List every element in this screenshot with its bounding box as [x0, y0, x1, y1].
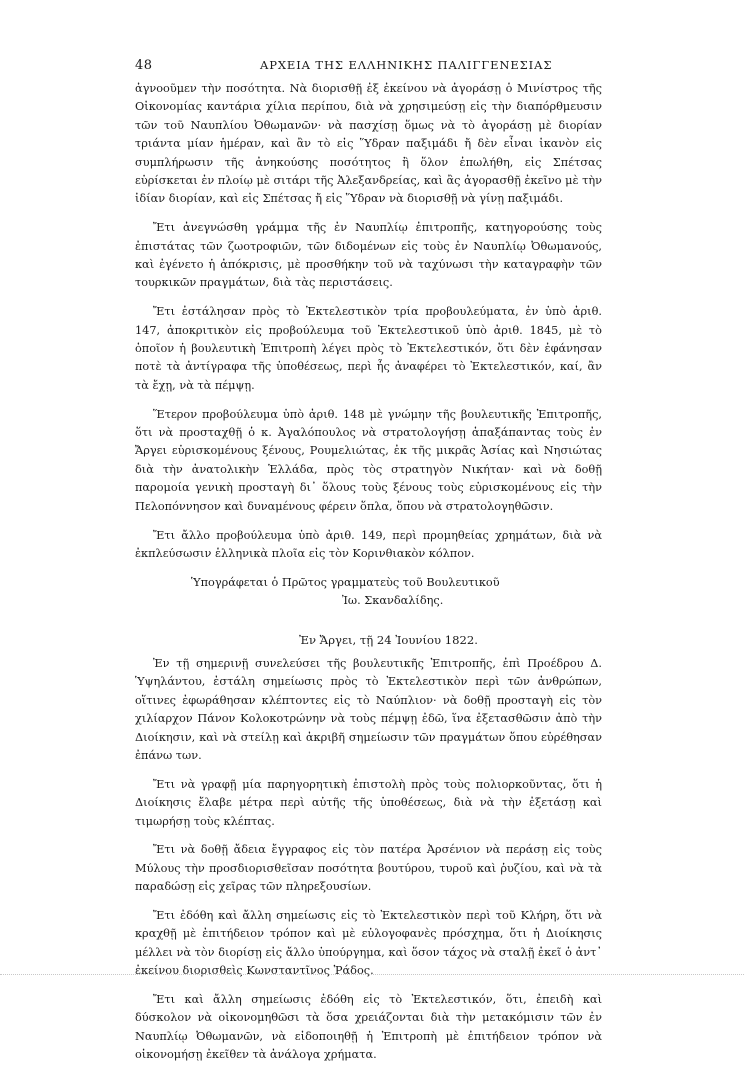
- paragraph: Ἔτι ἀνεγνώσθη γράμμα τῆς ἐν Ναυπλίῳ ἐπιτροπῆς, κατηγορούσης τοὺς ἐπιστάτας τῶν ζωοτροφιῶν, τῶν διδομένων εἰς τοὺς ἐν Ναυπλίῳ Ὀθωμανούς, καὶ ἐγένετο ἡ ἀπόκρισις, μὲ προσθήκην τοῦ νὰ ταχύνωσι τὴν καταγραφὴν τῶν τουρκικῶν πραγμάτων, διὰ τὰς περιστάσεις.: [135, 221, 602, 290]
- paragraph: ἀγνοοῦμεν τὴν ποσότητα. Νὰ διορισθῇ ἐξ ἐκείνου νὰ ἀγοράσῃ ὁ Μινίστρος τῆς Οἰκονομίας καντάρια χίλια περίπου, διὰ νὰ χρησιμεύσῃ εἰς τὴν διαπόρθμευσιν τῶν τοῦ Ναυπλίου Ὀθωμανῶν· νὰ πασχίσῃ ὅμως νὰ τὸ ἀγοράσῃ μὲ διορίαν τριάντα μίαν ἡμέραν, καὶ ἂν τὸ εἰς Ὕδραν παξιμάδι ἤ δὲν εἶναι ἱκανὸν εἰς συμπλήρωσιν τῆς ἀνηκούσης ποσότητος ἢ ὅλον ἐπωλήθη, εἰς Σπέτσας εὑρίσκεται ἐν πλοίῳ μὲ σιτάρι τῆς Ἀλεξανδρείας, καὶ ἂς ἀγορασθῇ ἐκεῖνο μὲ τὴν ἰδίαν διορίαν, καὶ εἰς Σπέτσας ἤ εἰς Ὕδραν νὰ διορισθῇ νὰ γίνῃ παξιμάδι.: [135, 82, 602, 206]
- paragraph: Ἔτι νὰ δοθῇ ἄδεια ἔγγραφος εἰς τὸν πατέρα Ἀρσένιον νὰ περάσῃ εἰς τοὺς Μύλους τὴν προσδιορισθεῖσαν ποσότητα βουτύρου, τυροῦ καὶ ῥυζίου, καὶ νὰ τὰ παραδώσῃ εἰς χεῖρας τῶν πληρεξουσίων.: [135, 843, 602, 894]
- paragraph: Ἕτερον προβούλευμα ὑπὸ ἀριθ. 148 μὲ γνώμην τῆς βουλευτικῆς Ἐπιτροπῆς, ὅτι νὰ προσταχθῇ ὁ κ. Ἀγαλόπουλος νὰ στρατολογήσῃ ἁπαξάπαντας τοὺς ἐν Ἄργει εὑρισκομένους ξένους, Ρουμελιώτας, ἐκ τῆς μικρᾶς Ἀσίας καὶ Νησιώτας διὰ τὴν ἀνατολικὴν Ἑλλάδα, πρὸς τὸς στρατηγὸν Νικήταν· καὶ νὰ δοθῇ παρομοία γενικὴ προσταγὴ δι᾽ ὅλους τοὺς ξένους τοὺς εὑρισκομένους εἰς τὴν Πελοπόννησον καὶ δυναμένους φέρειν ὅπλα, ὅπου νὰ στρατολογηθῶσιν.: [135, 407, 602, 513]
- dateline: Ἐν Ἄργει, τῇ 24 Ἰουνίου 1822.: [299, 632, 478, 647]
- paragraph: Ἔτι καὶ ἄλλη σημείωσις ἐδόθη εἰς τὸ Ἐκτελεστικόν, ὅτι, ἐπειδὴ καὶ δύσκολον νὰ οἰκονομηθῶσι τὰ ὅσα χρειάζονται διὰ τὴν μετακόμισιν τῶν ἐν Ναυπλίῳ Ὀθωμανῶν, νὰ εἰδοποιηθῇ ἡ Ἐπιτροπὴ μὲ ἐπιτήδειον τρόπον νὰ οἰκονομήσῃ ἐκεῖθεν τὰ ἀνάλογα χρήματα.: [135, 992, 602, 1062]
- paragraph: Ἔτι ἐδόθη καὶ ἄλλη σημείωσις εἰς τὸ Ἐκτελεστικὸν περὶ τοῦ Κλήρη, ὅτι νὰ κραχθῇ μὲ ἐπιτήδειον τρόπον καὶ μὲ εὐλογοφανὲς πρόσχημα, ὅτι ἡ Διοίκησις μέλλει νὰ τὸν διορίσῃ εἰς ἄλλο ὑπούργημα, καὶ ὅσον τάχος νὰ σταλῇ ἐκεῖ ὁ ἀντ᾽ ἐκείνου διορισθεὶς Κωνσταντῖνος Ῥάδος.: [135, 908, 602, 978]
- paragraph: Ἔτι ἐστάλησαν πρὸς τὸ Ἐκτελεστικὸν τρία προβουλεύματα, ἐν ὑπὸ ἀριθ. 147, ἀποκριτικὸν εἰς προβούλευμα τοῦ Ἐκτελεστικοῦ ὑπὸ ἀριθ. 1845, μὲ τὸ ὁποῖον ἡ βουλευτικὴ Ἐπιτροπὴ λέγει πρὸς τὸ Ἐκτελεστικόν, ὅτι δὲν ἐφάνησαν ποτὲ τὰ ἀντίγραφα τῆς ὑποθέσεως, περὶ ἧς ἀναφέρει τὸ Ἐκτελεστικόν, καί, ἂν τὰ ἔχῃ, νὰ τὰ πέμψῃ.: [135, 305, 602, 392]
- running-title: ΑΡΧΕΙΑ ΤΗΣ ΕΛΛΗΝΙΚΗΣ ΠΑΛΙΓΓΕΝΕΣΙΑΣ: [260, 58, 553, 72]
- signature-block: [135, 574, 602, 611]
- signature-line: Ὑπογράφεται ὁ Πρῶτος γραμματεὺς τοῦ Βουλευτικοῦ: [191, 575, 500, 589]
- page-number: 48: [135, 58, 153, 73]
- signature-name: Ἰω. Σκανδαλίδης.: [342, 594, 444, 608]
- paragraph: Ἐν τῇ σημερινῇ συνελεύσει τῆς βουλευτικῆς Ἐπιτροπῆς, ἐπὶ Προέδρου Δ. Ὑψηλάντου, ἐστάλη σημείωσις πρὸς τὸ Ἐκτελεστικὸν περὶ τῶν ἀνθρώπων, οἵτινες ἐφωράθησαν κλέπτοντες εἰς τὸ Ναύπλιον· νὰ δοθῇ προσταγὴ εἰς τὸν χιλίαρχον Πάνον Κολοκοτρώνην νὰ τοὺς πέμψῃ ἐδῶ, ἵνα ἐξετασθῶσιν ἀπὸ τὴν Διοίκησιν, καὶ νὰ στείλῃ καὶ ἀκριβῆ σημείωσιν τῶν πραγμάτων ὅπου εὑρέθησαν ἐπάνω των.: [135, 656, 602, 762]
- footer-divider: [0, 974, 744, 975]
- paragraph: Ἔτι νὰ γραφῇ μία παρηγορητικὴ ἐπιστολὴ πρὸς τοὺς πολιορκοῦντας, ὅτι ἡ Διοίκησις ἔλαβε μέτρα περὶ αὐτῆς τῆς ὑποθέσεως, διὰ νὰ τὴν ἐξετάσῃ καὶ τιμωρήσῃ τοὺς κλέπτας.: [135, 777, 602, 828]
- paragraph: Ἔτι ἄλλο προβούλευμα ὑπὸ ἀριθ. 149, περὶ προμηθείας χρημάτων, διὰ νὰ ἐκπλεύσωσιν ἑλληνικὰ πλοῖα εἰς τὸν Κορινθιακὸν κόλπον.: [135, 528, 602, 560]
- page-header: [135, 58, 600, 76]
- document-body: [135, 80, 602, 1075]
